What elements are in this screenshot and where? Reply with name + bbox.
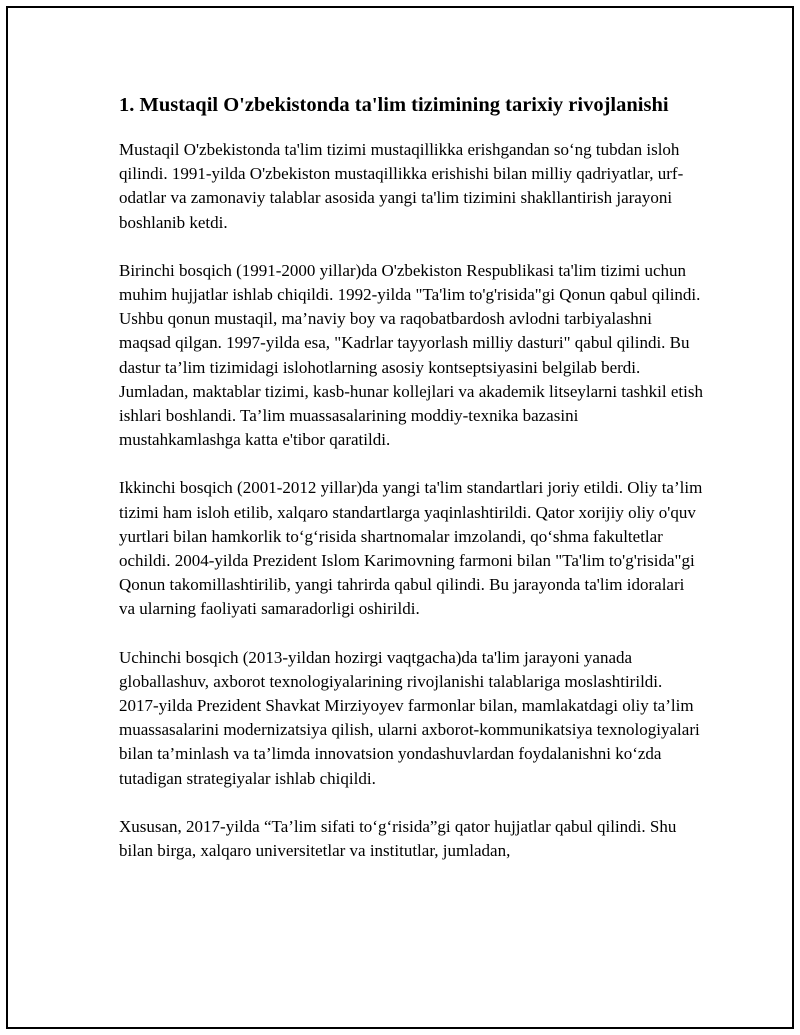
paragraph-third-stage: Uchinchi bosqich (2013-yildan hozirgi vaqtgacha)da ta'lim jarayoni yanada globallashuv, axborot texnologiyalarining rivojlanishi talablariga moslashtirildi. 2017-yilda Prezident Shavkat Mirziyoyev farmonlar bilan, mamlakatdagi oliy ta’lim muassasalarini modernizatsiya qilish, ularni axborot-kommunikatsiya texnologiyalari bilan ta’minlash va ta’limda innovatsion yondashuvlardan foydalanishni ko‘zda tutadigan strategiyalar ishlab chiqildi. <box>119 647 700 788</box>
paragraph-in-particular: Xususan, 2017-yilda “Ta’lim sifati to‘g‘risida”gi qator hujjatlar qabul qilindi. Shu bilan birga, xalqaro universitetlar va institutlar, jumladan, <box>119 816 677 861</box>
paragraph-first-stage: Birinchi bosqich (1991-2000 yillar)da O'zbekiston Respublikasi ta'lim tizimi uchun muhim hujjatlar ishlab chiqildi. 1992-yilda "Ta'lim to'g'risida"gi Qonun qabul qilindi. Ushbu qonun mustaqil, ma’naviy boy va raqobatbardosh avlodni tarbiyalashni maqsad qilgan. 1997-yilda esa, "Kadrlar tayyorlash milliy dasturi" qabul qilindi. Bu dastur ta’lim tizimidagi islohotlarning asosiy kontseptsiyasini belgilab berdi. Jumladan, maktablar tizimi, kasb-hunar kollejlari va akademik litseylarni tashkil etish ishlari boshlandi. Ta’lim muassasalarining moddiy-texnika bazasini mustahkamlashga katta e'tibor qaratildi. <box>119 260 703 450</box>
section-heading: 1. Mustaqil O'zbekistonda ta'lim tizimining tarixiy rivojlanishi <box>119 94 669 116</box>
paragraph-second-stage: Ikkinchi bosqich (2001-2012 yillar)da yangi ta'lim standartlari joriy etildi. Oliy ta’lim tizimi ham isloh etilib, xalqaro standartlarga yaqinlashtirildi. Qator xorijiy oliy o'quv yurtlari bilan hamkorlik to‘g‘risida shartnomalar imzolandi, qo‘shma fakultetlar ochildi. 2004-yilda Prezident Islom Karimovning farmoni bilan "Ta'lim to'g'risida"gi Qonun takomillashtirilib, yangi tahrirda qabul qilindi. Bu jarayonda ta'lim idoralari va ularning faoliyati samaradorligi oshirildi. <box>119 478 703 619</box>
paragraph-intro: Mustaqil O'zbekistonda ta'lim tizimi mustaqillikka erishgandan so‘ng tubdan isloh qilindi. 1991-yilda O'zbekiston mustaqillikka erishishi bilan milliy qadriyatlar, urf-odatlar va zamonaviy talablar asosida yangi ta'lim tizimini shakllantirish jarayoni boshlanib ketdi. <box>119 140 684 232</box>
page-frame <box>6 6 794 1029</box>
document-content <box>119 92 704 887</box>
